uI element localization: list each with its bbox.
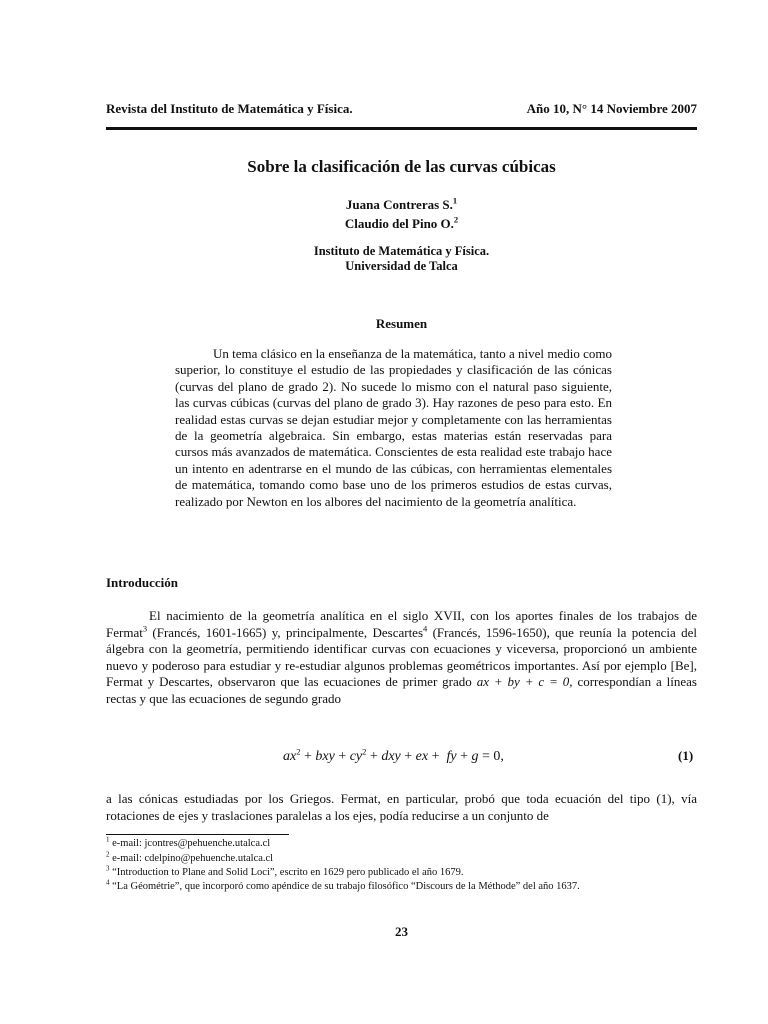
author-name: Juana Contreras S. <box>345 197 453 212</box>
intro-text-b: (Francés, 1601-1665) y, principalmente, Descartes <box>147 624 424 640</box>
journal-name: Revista del Instituto de Matemática y Física. <box>106 101 353 116</box>
footnote-ref-3: 3 <box>142 623 148 634</box>
footnote-2 <box>106 850 274 865</box>
footnote-3 <box>106 864 464 879</box>
intro-text-c: (Francés, 1596-1650), que reunía la potencia del álgebra con la geometría, permitiendo identificar curvas con ecuaciones y viceversa, proporcionó un ambiente nuevo y poderoso para estudiar y re-estudiar algunos problemas geométricos importantes. Así por ejemplo [Be], Fermat y Descartes, observaron que las ecuaciones de primer grado <box>106 624 697 690</box>
paper-title: Sobre la clasificación de las curvas cúbicas <box>247 157 556 176</box>
equation-linear: ax + by + c = 0, <box>476 674 573 690</box>
abstract-text: Un tema clásico en la enseñanza de la matemática, tanto a nivel medio como superior, lo constituye el estudio de las propiedades y clasificación de las cónicas (curvas del plano de grado 2). No sucede lo mismo con el natural paso siguiente, las curvas cúbicas (curvas del plano de grado 3). Hay razones de peso para esto. En realidad estas curvas se dejan estudiar mejor y completamente con las herramientas de la geometría algebraica. Sin embargo, estas materias están reservadas para cursos más avanzados de matemática. Conscientes de esta realidad este trabajo hace un intento en adentrarse en el mundo de las cúbicas, con herramientas elementales de matemática, tomando como base uno de los primeros estudios de estas curvas, realizado por Newton en los albores del nacimiento de la geometría analítica. <box>175 346 612 509</box>
author-name: Claudio del Pino O. <box>344 216 454 231</box>
issue-info: Año 10, N° 14 Noviembre 2007 <box>526 101 697 116</box>
footnote-text: “La Géométrie”, que incorporó como apéndice de su trabajo filosófico “Discours de la Méthode” del año 1637. <box>109 881 580 892</box>
footnote-1 <box>106 835 271 850</box>
header-rule <box>106 127 697 130</box>
footnote-rule <box>106 834 289 835</box>
footnote-text: e-mail: jcontres@pehuenche.utalca.cl <box>109 838 271 849</box>
affiliation-university: Universidad de Talca <box>345 259 458 273</box>
intro-paragraph-2: a las cónicas estudiadas por los Griegos. Fermat, en particular, probó que toda ecuación del tipo (1), vía rotaciones de ejes y traslaciones paralelas a los ejes, podía reducirse a un conjunto de <box>106 791 697 823</box>
equation-number: (1) <box>678 748 694 763</box>
footnote-4 <box>106 878 580 893</box>
footnote-mark: 3 <box>106 864 110 873</box>
author-1 <box>106 197 697 213</box>
section-heading-introduccion: Introducción <box>106 575 178 590</box>
footnote-text: “Introduction to Plane and Solid Loci”, escrito en 1629 pero publicado el año 1679. <box>109 867 464 878</box>
intro-text-a: El nacimiento de la geometría analítica en el siglo XVII, con los aportes finales de los trabajos de Fermat <box>106 608 697 640</box>
footnote-mark: 1 <box>106 835 110 844</box>
affiliation-institute: Instituto de Matemática y Física. <box>313 244 490 258</box>
footnote-mark: 4 <box>106 878 110 887</box>
equation-1: $ax^2$ + bxy + $cy^2$ + dxy + ex + fy + g = 0, <box>283 746 504 764</box>
footnote-ref-4: 4 <box>423 623 428 634</box>
author-2 <box>106 216 697 232</box>
footnote-mark: 2 <box>106 850 110 859</box>
page-number: 23 <box>395 924 408 939</box>
abstract-heading: Resumen <box>375 316 428 331</box>
intro-text-d: correspondían a líneas rectas y que las ecuaciones de segundo grado <box>106 674 697 706</box>
footnote-text: e-mail: cdelpino@pehuenche.utalca.cl <box>109 853 274 864</box>
intro-paragraph-1 <box>106 608 697 708</box>
author-footnote-mark: 2 <box>453 214 459 225</box>
author-footnote-mark: 1 <box>452 195 458 206</box>
